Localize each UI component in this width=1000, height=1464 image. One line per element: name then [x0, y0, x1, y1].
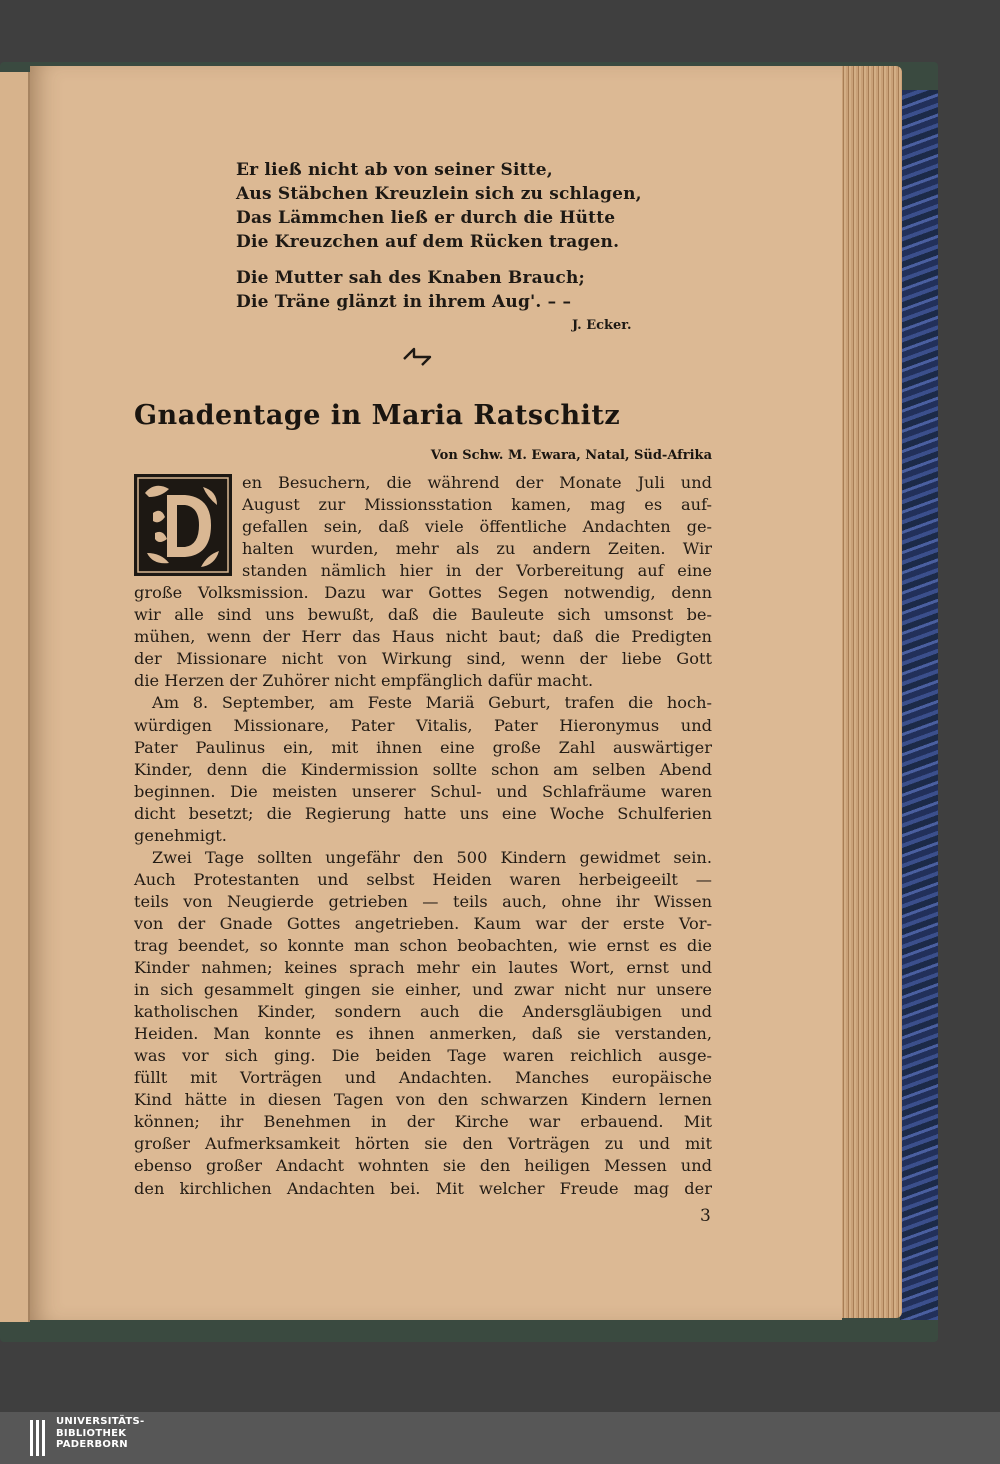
page-edges [836, 66, 902, 1318]
text-line: dicht besetzt; die Regierung hatte uns eine Woche Schulferien [134, 803, 712, 823]
text-line: was vor sich ging. Die beiden Tage waren reichlich ausge- [134, 1046, 712, 1066]
text-line: August zur Missionsstation kamen, mag es auf- [242, 495, 712, 515]
poem-stanza-2 [236, 266, 642, 314]
text-line: wir alle sind uns bewußt, daß die Bauleute sich umsonst be- [134, 605, 712, 625]
logo-line: UNIVERSITÄTS- [56, 1416, 145, 1427]
poem-author: J. Ecker. [572, 318, 632, 333]
logo-line: BIBLIOTHEK [56, 1427, 127, 1439]
text-line: katholischen Kinder, sondern auch die Andersgläubigen und [134, 1002, 712, 1022]
poem-line: Er ließ nicht ab von seiner Sitte, [236, 160, 553, 180]
text-line: Kind hätte in diesen Tagen von den schwarzen Kindern lernen [134, 1090, 712, 1110]
text-line: Am 8. September, am Feste Mariä Geburt, trafen die hoch- [152, 693, 712, 713]
footer-bar [0, 1412, 1000, 1464]
text-line: standen nämlich hier in der Vorbereitung auf eine [242, 561, 712, 581]
text-line: Heiden. Man konnte es ihnen anmerken, daß sie verstanden, [134, 1024, 712, 1044]
text-line: trag beendet, so konnte man schon beobachten, wie ernst es die [134, 935, 712, 955]
logo-line: PADERBORN [56, 1439, 128, 1450]
library-logo-text [56, 1416, 145, 1451]
text-line: teils von Neugierde getrieben — teils auch, ohne ihr Wissen [134, 891, 712, 911]
left-page-edge [0, 72, 30, 1322]
text-line: würdigen Missionare, Pater Vitalis, Pater Hieronymus und [134, 715, 712, 735]
article-byline: Von Schw. M. Ewara, Natal, Süd-Afrika [430, 448, 712, 463]
text-line: gefallen sein, daß viele öffentliche Andachten ge- [242, 517, 712, 537]
text-line: der Missionare nicht von Wirkung sind, wenn der liebe Gott [134, 649, 712, 669]
poem-line: Die Kreuzchen auf dem Rücken tragen. [236, 232, 620, 252]
text-line: können; ihr Benehmen in der Kirche war erbauend. Mit [134, 1112, 712, 1132]
text-line: große Volksmission. Dazu war Gottes Segen notwendig, denn [134, 583, 712, 603]
text-line: Zwei Tage sollten ungefähr den 500 Kindern gewidmet sein. [152, 847, 712, 867]
text-line: beginnen. Die meisten unserer Schul- und Schlafräume waren [134, 781, 712, 801]
text-line: großer Aufmerksamkeit hörten sie den Vorträgen zu und mit [134, 1134, 712, 1154]
poem-line: Die Mutter sah des Knaben Brauch; [236, 268, 585, 288]
text-line: von der Gnade Gottes angetrieben. Kaum war der erste Vor- [134, 913, 712, 933]
text-line: ebenso großer Andacht wohnten sie den heiligen Messen und [134, 1156, 712, 1176]
marbled-cover-edge [900, 90, 938, 1320]
text-line: Pater Paulinus ein, mit ihnen eine große Zahl auswärtiger [134, 737, 712, 757]
text-line: halten wurden, mehr als zu andern Zeiten. Wir [242, 539, 712, 559]
article-body [134, 472, 712, 1200]
poem [236, 158, 642, 314]
section-divider-ornament-icon [400, 345, 436, 367]
text-line: Kinder nahmen; keines sprach mehr ein lautes Wort, ernst und [134, 958, 712, 978]
text-line: Auch Protestanten und selbst Heiden waren herbeigeeilt — [134, 869, 712, 889]
text-line: en Besuchern, die während der Monate Juli und [242, 473, 712, 492]
article-title: Gnadentage in Maria Ratschitz [134, 400, 621, 431]
poem-line: Die Träne glänzt in ihrem Aug'. – – [236, 292, 572, 312]
text-line: mühen, wenn der Herr das Haus nicht baut; daß die Predigten [134, 627, 712, 647]
page-number: 3 [700, 1206, 711, 1226]
text-line: in sich gesammelt gingen sie einher, und zwar nicht nur unsere [134, 980, 712, 1000]
text-line: den kirchlichen Andachten bei. Mit welcher Freude mag der [134, 1178, 712, 1198]
library-logo-icon [30, 1418, 50, 1458]
text-line: füllt mit Vorträgen und Andachten. Manches europäische [134, 1068, 712, 1088]
text-line: die Herzen der Zuhörer nicht empfänglich dafür macht. [134, 671, 594, 691]
poem-line: Aus Stäbchen Kreuzlein sich zu schlagen, [236, 184, 642, 204]
text-line: genehmigt. [134, 825, 227, 845]
poem-stanza-1 [236, 158, 642, 254]
poem-line: Das Lämmchen ließ er durch die Hütte [236, 208, 616, 228]
text-line: Kinder, denn die Kindermission sollte schon am selben Abend [134, 759, 712, 779]
